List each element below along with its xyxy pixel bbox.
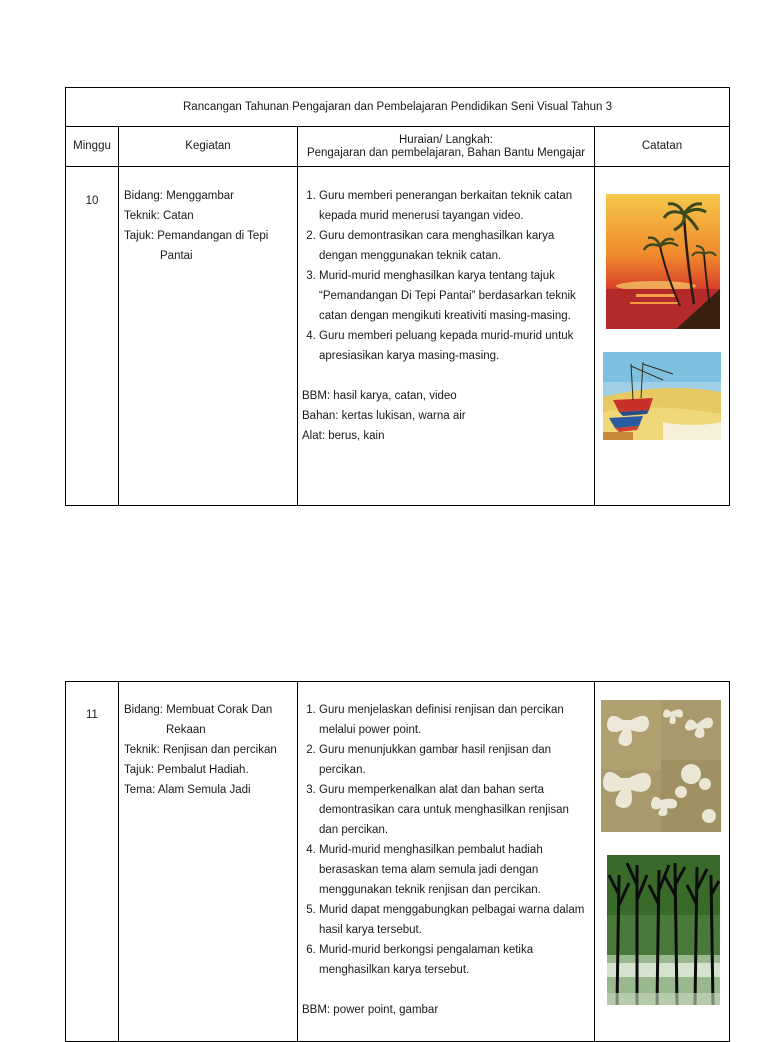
lesson-plan-table-week-10 [65, 87, 730, 506]
kegiatan-bidang-cont: Rekaan [166, 724, 206, 736]
header-huraian-line2: Pengajaran dan pembelajaran, Bahan Bantu Mengajar [306, 146, 586, 159]
kegiatan-tajuk: Tajuk: Pemandangan di Tepi [124, 230, 269, 242]
kegiatan-cell [119, 167, 298, 506]
list-item: 6. Murid-murid berkongsi pengalaman ketika menghasilkan karya tersebut. [319, 940, 590, 980]
steps-list [302, 186, 590, 366]
header-minggu: Minggu [66, 127, 119, 167]
kegiatan-teknik: Teknik: Catan [124, 210, 194, 222]
list-item: 1. Guru menjelaskan definisi renjisan dan percikan melalui power point. [319, 700, 590, 740]
header-huraian-line1: Huraian/ Langkah: [399, 133, 493, 146]
kegiatan-tajuk-cont: Pantai [160, 250, 193, 262]
bbm-line: BBM: power point, gambar [302, 1004, 439, 1016]
bahan-line: Bahan: kertas lukisan, warna air [302, 410, 466, 422]
alat-line: Alat: berus, kain [302, 430, 385, 442]
week-number: 10 [66, 167, 119, 506]
catatan-cell [595, 167, 730, 506]
catatan-cell [595, 682, 730, 1042]
kegiatan-cell [119, 682, 298, 1042]
list-item: 2. Guru demontrasikan cara menghasilkan karya dengan menggunakan teknik catan. [319, 226, 590, 266]
list-item: 4. Guru memberi peluang kepada murid-murid untuk apresiasikan karya masing-masing. [319, 326, 590, 366]
header-huraian [298, 127, 595, 167]
header-kegiatan: Kegiatan [119, 127, 298, 167]
trees-image [607, 855, 720, 1005]
boats-beach-image [603, 352, 721, 440]
butterflies-image [601, 700, 721, 832]
bbm-line: BBM: hasil karya, catan, video [302, 390, 457, 402]
huraian-cell [298, 167, 595, 506]
table-row [66, 167, 730, 506]
kegiatan-bidang: Bidang: Membuat Corak Dan [124, 704, 273, 716]
huraian-cell [298, 682, 595, 1042]
list-item: 4. Murid-murid menghasilkan pembalut hadiah berasaskan tema alam semula jadi dengan menggunakan teknik renjisan dan percikan. [319, 840, 590, 900]
list-item: 3. Guru memperkenalkan alat dan bahan serta demontrasikan cara untuk menghasilkan renjisan dan percikan. [319, 780, 590, 840]
table-row [66, 682, 730, 1042]
kegiatan-tema: Tema: Alam Semula Jadi [124, 784, 251, 796]
header-row [66, 127, 730, 167]
header-catatan: Catatan [595, 127, 730, 167]
kegiatan-teknik: Teknik: Renjisan dan percikan [124, 744, 277, 756]
lesson-plan-table-week-11 [65, 681, 730, 1042]
kegiatan-tajuk: Tajuk: Pembalut Hadiah. [124, 764, 249, 776]
table-title: Rancangan Tahunan Pengajaran dan Pembelajaran Pendidikan Seni Visual Tahun 3 [66, 88, 730, 127]
week-number: 11 [66, 682, 119, 1042]
kegiatan-bidang: Bidang: Menggambar [124, 190, 234, 202]
list-item: 2. Guru menunjukkan gambar hasil renjisan dan percikan. [319, 740, 590, 780]
steps-list [302, 700, 590, 980]
list-item: 1. Guru memberi penerangan berkaitan teknik catan kepada murid menerusi tayangan video. [319, 186, 590, 226]
list-item: 3. Murid-murid menghasilkan karya tentang tajuk “Pemandangan Di Tepi Pantai” berdasarkan teknik catan dengan mengikuti kreativiti masing-masing. [319, 266, 590, 326]
sunset-palms-image [606, 194, 720, 329]
list-item: 5. Murid dapat menggabungkan pelbagai warna dalam hasil karya tersebut. [319, 900, 590, 940]
